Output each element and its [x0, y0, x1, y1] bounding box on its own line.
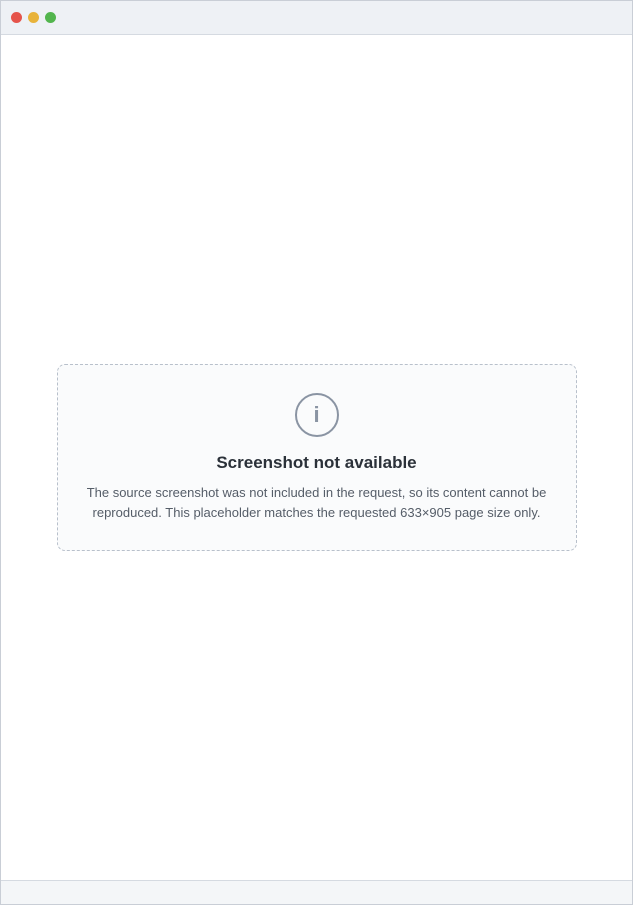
notice-body: The source screenshot was not included in the request, so its content cannot be reproduced. This placeholder matches the requested 633×905 page size only.: [86, 485, 547, 520]
content-area: [1, 35, 632, 880]
status-bar: [1, 880, 632, 904]
minimize-window-button[interactable]: [28, 12, 39, 23]
title-bar: [1, 1, 632, 35]
info-icon: i: [295, 393, 339, 437]
maximize-window-button[interactable]: [45, 12, 56, 23]
missing-image-notice: [57, 364, 577, 551]
window-controls: [11, 12, 56, 23]
close-window-button[interactable]: [11, 12, 22, 23]
notice-heading: Screenshot not available: [216, 453, 417, 472]
